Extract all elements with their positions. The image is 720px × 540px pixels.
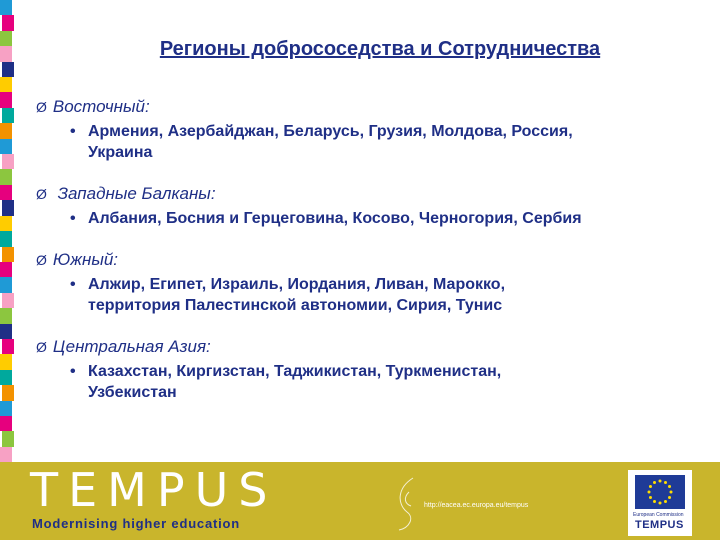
eu-star-icon: [649, 496, 652, 499]
strip-block: [0, 324, 12, 339]
tempus-logo: TEMPUS: [30, 463, 278, 517]
bullet-icon: •: [70, 276, 76, 293]
region-heading: [36, 249, 716, 271]
countries-text: Казахстан, Киргизстан, Таджикистан, Туркменистан, Узбекистан: [88, 363, 502, 401]
eu-star-icon: [659, 502, 662, 505]
strip-block: [2, 385, 14, 400]
strip-block: [0, 231, 12, 246]
countries-item: [70, 274, 716, 316]
strip-block: [0, 401, 12, 416]
region-heading: [36, 183, 716, 205]
strip-block: [2, 247, 14, 262]
region-heading: [36, 96, 716, 118]
region-name: Центральная Азия:: [52, 337, 211, 356]
decorative-curve-icon: [393, 474, 421, 534]
footer-banner: [0, 462, 720, 540]
strip-block: [2, 15, 14, 30]
eu-star-icon: [659, 480, 662, 483]
strip-block: [0, 354, 12, 369]
eu-logo: [628, 470, 692, 536]
strip-block: [0, 416, 12, 431]
strip-block: [0, 139, 12, 154]
strip-block: [2, 293, 14, 308]
side-color-strip: [0, 0, 16, 462]
eu-star-icon: [670, 491, 673, 494]
region-name: Южный:: [52, 250, 119, 269]
countries-item: [70, 361, 716, 403]
strip-block: [0, 185, 12, 200]
strip-block: [0, 31, 12, 46]
strip-block: [0, 370, 12, 385]
strip-block: [0, 277, 12, 292]
strip-block: [0, 0, 12, 15]
bullet-icon: •: [70, 123, 76, 140]
region-name: Восточный:: [52, 97, 150, 116]
countries-text: Алжир, Египет, Израиль, Иордания, Ливан, Марокко, территория Палестинской автономии, Сирия, Тунис: [88, 276, 506, 314]
footer-url-link[interactable]: http://eacea.ec.europa.eu/tempus: [424, 502, 529, 509]
region-western-balkans: [36, 183, 716, 229]
strip-block: [2, 154, 14, 169]
strip-block: [0, 77, 12, 92]
countries-text: Армения, Азербайджан, Беларусь, Грузия, Молдова, Россия, Украина: [88, 123, 573, 161]
strip-block: [0, 169, 12, 184]
regions-list: [36, 96, 716, 423]
region-east: [36, 96, 716, 163]
arrow-bullet-icon: Ø: [36, 186, 47, 202]
strip-block: [0, 308, 12, 323]
strip-block: [2, 431, 14, 446]
strip-block: [0, 216, 12, 231]
bullet-icon: •: [70, 210, 76, 227]
bullet-icon: •: [70, 363, 76, 380]
eu-star-icon: [653, 500, 656, 503]
region-name: Западные Балканы:: [52, 184, 216, 203]
strip-block: [0, 447, 12, 462]
eu-star-icon: [653, 481, 656, 484]
eu-star-icon: [649, 485, 652, 488]
arrow-bullet-icon: Ø: [36, 252, 47, 268]
arrow-bullet-icon: Ø: [36, 99, 47, 115]
strip-block: [2, 339, 14, 354]
strip-block: [0, 46, 12, 61]
eu-star-icon: [668, 496, 671, 499]
eu-flag-icon: [635, 475, 685, 509]
strip-block: [2, 62, 14, 77]
eu-star-icon: [664, 500, 667, 503]
eu-star-icon: [668, 485, 671, 488]
region-south: [36, 249, 716, 316]
strip-block: [0, 92, 12, 107]
arrow-bullet-icon: Ø: [36, 339, 47, 355]
eu-commission-label: European Commission: [633, 512, 684, 518]
region-central-asia: [36, 336, 716, 403]
region-heading: [36, 336, 716, 358]
strip-block: [0, 123, 12, 138]
countries-item: [70, 121, 716, 163]
strip-block: [0, 262, 12, 277]
slide-title: Регионы добрососедства и Сотрудничества: [159, 38, 601, 60]
eu-star-icon: [664, 481, 667, 484]
eu-star-icon: [648, 491, 651, 494]
countries-text: Албания, Босния и Герцеговина, Косово, Черногория, Сербия: [88, 210, 582, 227]
tempus-tagline: Modernising higher education: [32, 516, 241, 531]
strip-block: [2, 200, 14, 215]
countries-item: [70, 208, 716, 229]
eu-stars-icon: [635, 475, 685, 509]
strip-block: [2, 108, 14, 123]
eu-tempus-label: TEMPUS: [635, 519, 684, 531]
